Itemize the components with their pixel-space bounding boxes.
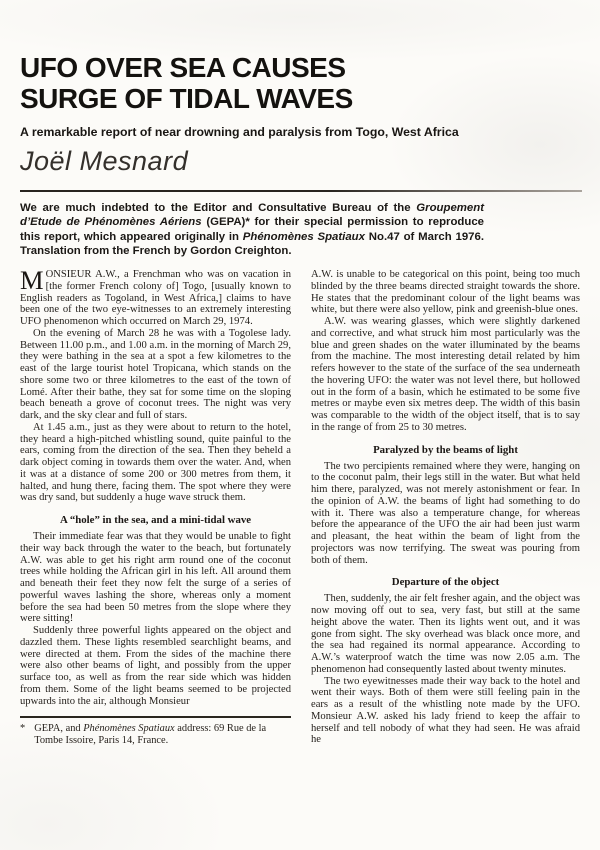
paragraph: Their immediate fear was that they would be unable to fight their way back through the water to the beach, but fortunately A.W. was able to get his right arm round one of the coconut trees while holding the African girl in his left. All around them and beneath their feet they now felt the surge of a series of powerful waves lashing the shore, whereas only a moment before the sea had been 50 metres from the slope where they were sitting! — [20, 531, 291, 625]
paragraph — [20, 265, 291, 328]
article-body — [20, 265, 580, 748]
paragraph: Suddenly three powerful lights appeared on the object and dazzled them. These lights resembled searchlight beams, and were directed at them. From the sides of the machine there were also other beams of light, and possibly from the upper surface too, as well as from the rear side which was hidden from them. Some of the light beams seemed to be projected upwards into the air, although Monsieur — [20, 625, 291, 707]
paragraph: The two percipients remained where they were, hanging on to the coconut palm, their legs still in the water. But what held him there, paralyzed, was not merely astonishment or fear. In the opinion of A.W. the beams of light had something to do with it. There was also a temperature change, for whereas before the appearance of the UFO the air had been just warm and pleasant, the heat within the beam of light from the projectors was now terrifying. The sweat was pouring from both of them. — [311, 460, 580, 566]
footnote-marker: * — [20, 723, 26, 735]
page-title — [20, 52, 580, 114]
author-name: Joël Mesnard — [20, 146, 189, 176]
section-heading: Departure of the object — [391, 576, 500, 589]
section-heading: A “hole” in the sea, and a mini-tidal wave — [59, 514, 252, 527]
paragraph: Then, suddenly, the air felt fresher again, and the object was now moving off out to sea, very fast, but still at the same height above the water. Then its lights went out, and it was gone from sight. The sky overhead was black once more, and the sea had regained its normal appearance. According to A.W.’s waterproof watch the time was now 2.05 a.m. The phenomenon had consequently lasted about twenty minutes. — [311, 593, 580, 675]
subtitle: A remarkable report of near drowning and paralysis from Togo, West Africa — [20, 125, 459, 139]
footnote — [20, 723, 291, 748]
article-column-left — [20, 265, 291, 748]
drop-cap: M — [20, 265, 44, 296]
page-title-line-1: UFO OVER SEA CAUSES — [20, 52, 346, 83]
paragraph-text: ONSIEUR A.W., a Frenchman who was on vacation in [the former French colony of] Togo, [usually known to English readers as Togoland, in West Africa,] claims to have been one of the two eye-witnesses to an extremely interesting UFO phenomenon which occurred on March 29, 1974. — [20, 269, 291, 328]
article-column-right — [311, 269, 580, 748]
divider-rule — [20, 190, 582, 192]
paragraph: At 1.45 a.m., just as they were about to return to the hotel, they heard a high-pitched whistling sound, quite painful to the ears, coming from the direction of the sea. Then they beheld a dark object coming in towards them over the water. And, when it was at a distance of some 200 or 300 metres from them, it halted, and hung there, facing them. The spot where they were was dry sand, but suddenly a huge wave struck them. — [20, 421, 291, 504]
paragraph: The two eyewitnesses made their way back to the hotel and went their ways. Both of them were still feeling pain in the ears as a result of the whistling note made by the UFO. Monsieur A.W. asked his lady friend to keep the affair to herself and tell nobody of what they had seen. He was afraid he — [311, 675, 580, 746]
paragraph: A.W. is unable to be categorical on this point, being too much blinded by the three beams directed straight towards the shore. He states that the predominant colour of the light beams was white, but there were also yellow, pink and greenish-blue ones. — [311, 269, 580, 316]
page-title-line-2: SURGE OF TIDAL WAVES — [20, 83, 353, 114]
paragraph: On the evening of March 28 he was with a Togolese lady. Between 11.00 p.m., and 1.00 a.m. in the morning of March 29, they were bathing in the sea at a spot a few kilometres to the east of the large tourist hotel Tropicana, which stands on the shore some two or three kilometres to the east of the town of Lomé. After their bathe, they sat for some time on the sloping beach beneath a grove of coconut trees. The night was very dark, and the sky clear and full of stars. — [20, 327, 291, 422]
section-heading: Paralyzed by the beams of light — [373, 443, 518, 456]
intro-paragraph: We are much indebted to the Editor and Consultative Bureau of the Groupement d’Etude de Phénomènes Aériens (GEPA)* for their special permission to reproduce this report, which appeared originally in Phénomènes Spatiaux No.47 of March 1976. Translation from the French by Gordon Creighton. — [20, 202, 485, 257]
footnote-text: GEPA, and Phénomènes Spatiaux address: 69 Rue de la Tombe Issoire, Paris 14, France. — [34, 723, 267, 747]
paragraph: A.W. was wearing glasses, which were slightly darkened and corrective, and what struck him most particularly was the blue and green shades on the water illuminated by the beams from the machine. The most interesting detail related by him refers however to the state of the surface of the sea underneath the hovering UFO: the water was not level there, but hollowed out in the form of a basin, which he estimated to be some five metres or maybe even six metres deep. The width of this basin was comparable to the width of the object itself, that is to say in the range of from 25 to 30 metres. — [311, 316, 580, 433]
footnote-rule — [20, 716, 291, 718]
